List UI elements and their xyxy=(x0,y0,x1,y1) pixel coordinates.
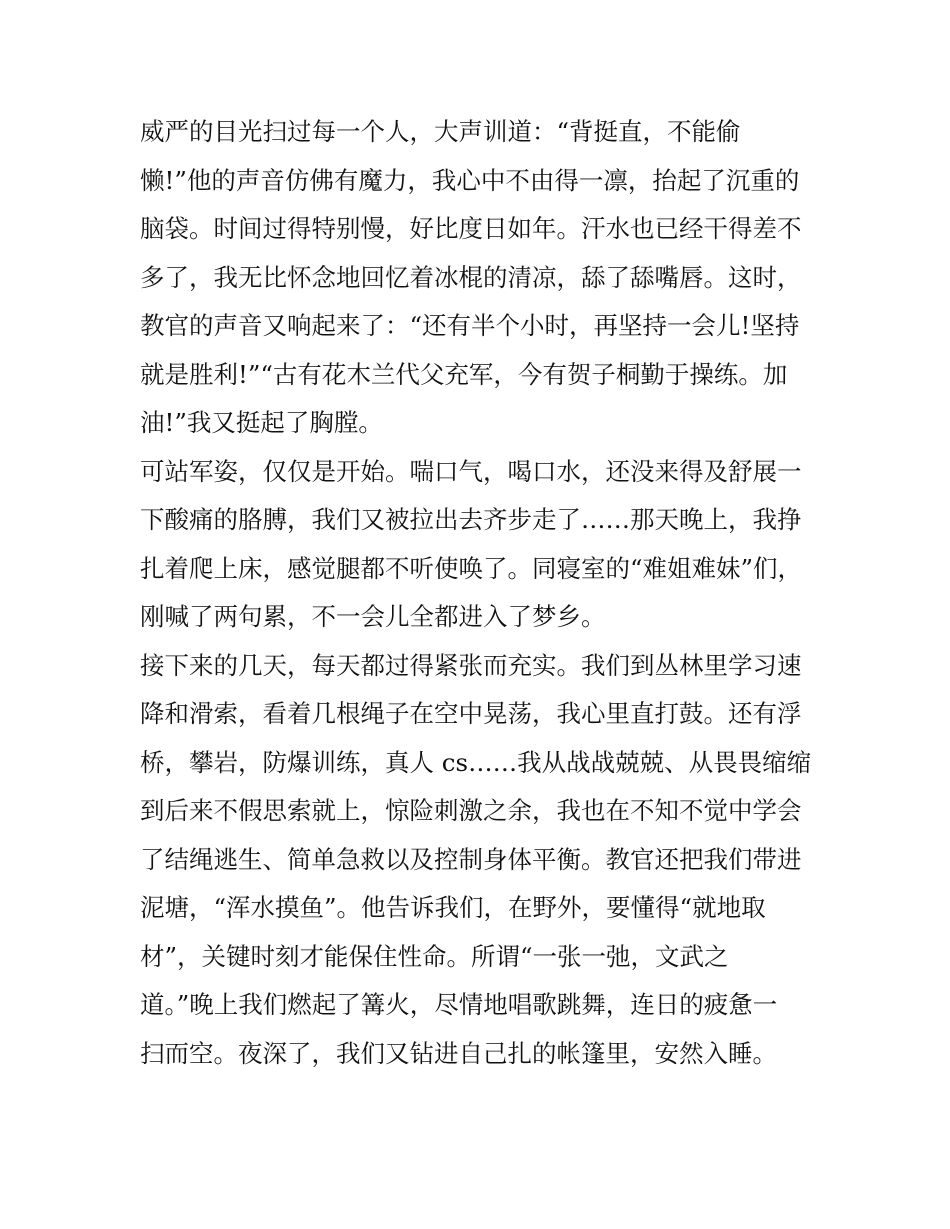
text-line: 多了，我无比怀念地回忆着冰棍的清凉，舔了舔嘴唇。这时， xyxy=(140,262,802,292)
text-line: 材”，关键时刻才能保住性命。所谓“一张一弛，文武之 xyxy=(140,941,729,971)
text-line: 威严的目光扫过每一个人，大声训道：“背挺直，不能偷 xyxy=(140,117,741,146)
text-line: 了结绳逃生、简单急救以及控制身体平衡。教官还把我们带进 xyxy=(140,844,802,874)
text-line: 接下来的几天，每天都过得紧张而充实。我们到丛林里学习速 xyxy=(140,650,802,680)
text-line: 懒!”他的声音仿佛有魔力，我心中不由得一凛，抬起了沉重的 xyxy=(140,165,800,195)
text-line: 扎着爬上床，感觉腿都不听使唤了。同寝室的“难姐难妹”们， xyxy=(140,553,803,583)
text-line: 下酸痛的胳膊，我们又被拉出去齐步走了……那天晚上，我挣 xyxy=(140,505,802,534)
text-line: 就是胜利!”“古有花木兰代父充军，今有贺子桐勤于操练。加 xyxy=(140,359,788,389)
text-line: 可站军姿，仅仅是开始。喘口气，喝口水，还没来得及舒展一 xyxy=(140,456,802,486)
text-line: 扫而空。夜深了，我们又钻进自己扎的帐篷里，安然入睡。 xyxy=(140,1038,777,1068)
text-line: 降和滑索，看着几根绳子在空中晃荡，我心里直打鼓。还有浮 xyxy=(140,699,802,728)
text-line: 到后来不假思索就上，惊险刺激之余，我也在不知不觉中学会 xyxy=(140,796,802,825)
text-line: 道。”晚上我们燃起了篝火，尽情地唱歌跳舞，连日的疲惫一 xyxy=(140,990,778,1019)
text-line: 泥塘，“浑水摸鱼”。他告诉我们，在野外，要懂得“就地取 xyxy=(140,893,766,922)
text-line: 刚喊了两句累，不一会儿全都进入了梦乡。 xyxy=(140,602,606,631)
text-line: 油!”我又挺起了胸膛。 xyxy=(140,408,383,437)
text-line: 脑袋。时间过得特别慢，好比度日如年。汗水也已经干得差不 xyxy=(140,214,802,243)
text-line: 教官的声音又响起来了：“还有半个小时，再坚持一会儿!坚持 xyxy=(140,311,800,340)
text-line: 桥，攀岩，防爆训练，真人 cs……我从战战兢兢、从畏畏缩缩 xyxy=(140,747,812,777)
body-text xyxy=(140,108,820,1078)
